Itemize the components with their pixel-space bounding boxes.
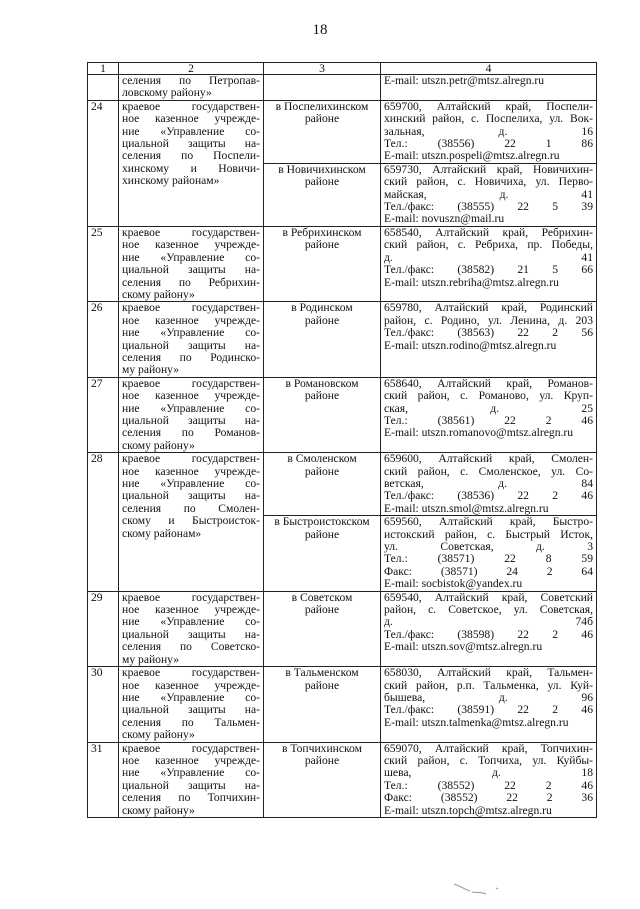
contact-address <box>381 516 597 591</box>
text-line: селения по Петропав- <box>122 75 260 87</box>
text-line: ский район, с. Новичиха, ул. Перво- <box>384 176 593 189</box>
text-line: ное казенное учрежде- <box>122 754 260 767</box>
text-line: хинскому районам» <box>122 175 220 188</box>
text-line: селения по Поспели- <box>122 150 260 163</box>
text-line: ский район, с. Романово, ул. Круп- <box>384 390 593 403</box>
text-line: селения по Советско- <box>122 641 260 654</box>
text-line: му району» <box>122 653 180 666</box>
text-line: ский район, р.п. Тальменка, ул. Куй- <box>384 679 593 692</box>
text-line: му району» <box>122 364 180 377</box>
contact-address <box>381 302 597 377</box>
text-line: Тел.: (38571) 22 8 59 <box>384 553 593 566</box>
district-name <box>264 100 381 163</box>
text-line: Тел./факс: (38598) 22 2 46 <box>384 628 593 641</box>
text-line: краевое государствен- <box>122 453 260 466</box>
text-line: скому и Быстроисток- <box>122 515 260 528</box>
text-line: районе <box>304 239 340 252</box>
text-line: краевое государствен- <box>122 667 260 680</box>
district-name <box>264 667 381 742</box>
text-line: циальной защиты на- <box>122 779 260 792</box>
text-line: E-mail: utszn.petr@mtsz.alregn.ru <box>384 75 545 87</box>
pen-mark-scribble <box>452 880 512 896</box>
organization-name <box>119 302 264 377</box>
contact-address <box>381 377 597 452</box>
text-line: скому району» <box>122 804 195 817</box>
text-line: E-mail: utszn.rebriha@mtsz.alregn.ru <box>384 276 559 289</box>
text-line: краевое государствен- <box>122 226 260 239</box>
text-line: 658030, Алтайский край, Тальмен- <box>384 667 593 680</box>
organization-name <box>119 226 264 301</box>
column-header-1: 1 <box>88 63 119 75</box>
contact-address <box>381 667 597 742</box>
text-line: 659540, Алтайский край, Советский <box>384 591 593 604</box>
text-line: краевое государствен- <box>122 742 260 755</box>
text-line: ловскому району» <box>122 87 212 100</box>
table-row <box>88 453 597 516</box>
text-line: Тел.: (38556) 22 1 86 <box>384 138 593 151</box>
row-number: 30 <box>88 667 119 742</box>
text-line: ул. Советская, д. 3 <box>384 541 593 554</box>
text-line: район, с. Советское, ул. Советская, <box>384 604 593 617</box>
text-line: в Тальменском <box>285 667 359 680</box>
text-line: E-mail: utszn.pospeli@mtsz.alregn.ru <box>384 150 560 163</box>
row-number <box>88 75 119 101</box>
text-line: Тел./факс: (38563) 22 2 56 <box>384 327 593 340</box>
text-line: скому району» <box>122 288 195 301</box>
text-line: зальная, д. 16 <box>384 125 593 138</box>
table-header-row <box>88 63 597 75</box>
text-line: Факс: (38571) 24 2 64 <box>384 565 593 578</box>
row-number: 27 <box>88 377 119 452</box>
institutions-table <box>87 62 597 818</box>
text-line: селения по Ребрихин- <box>122 276 260 289</box>
text-line: в Родинском <box>291 302 353 315</box>
text-line: районе <box>304 465 340 478</box>
text-line: хинскому и Новичи- <box>122 162 260 175</box>
text-line: скому районам» <box>122 527 202 540</box>
text-line: ние «Управление со- <box>122 251 260 264</box>
text-line: ская, д. 25 <box>384 402 593 415</box>
text-line: циальной защиты на- <box>122 339 260 352</box>
district-name <box>264 163 381 226</box>
text-line: шева, д. 18 <box>384 767 593 780</box>
text-line: в Новичихинском <box>278 163 366 176</box>
text-line: районе <box>304 176 340 189</box>
text-line: в Поспелихинском <box>275 100 369 113</box>
organization-name <box>119 742 264 817</box>
table-body <box>88 75 597 818</box>
text-line: районе <box>304 679 340 692</box>
organization-name <box>119 453 264 591</box>
table-row <box>88 226 597 301</box>
text-line: краевое государствен- <box>122 100 260 113</box>
text-line: E-mail: novuszn@mail.ru <box>384 213 505 226</box>
text-line: районе <box>304 314 340 327</box>
text-line: д. 41 <box>384 251 593 264</box>
text-line: E-mail: utszn.romanovo@mtsz.alregn.ru <box>384 427 574 440</box>
text-line: Тел.: (38552) 22 2 46 <box>384 779 593 792</box>
text-line: циальной защиты на- <box>122 704 260 717</box>
text-line: E-mail: socbistok@yandex.ru <box>384 578 523 591</box>
text-line: Факс: (38552) 22 2 36 <box>384 792 593 805</box>
text-line: ние «Управление со- <box>122 125 260 138</box>
district-name <box>264 75 381 101</box>
row-number: 31 <box>88 742 119 817</box>
row-number: 29 <box>88 591 119 666</box>
text-line: 659700, Алтайский край, Поспели- <box>384 100 593 113</box>
row-number: 28 <box>88 453 119 591</box>
text-line: Тел./факс: (38582) 21 5 66 <box>384 264 593 277</box>
text-line: 659070, Алтайский край, Топчихин- <box>384 742 593 755</box>
district-name <box>264 742 381 817</box>
row-number: 24 <box>88 100 119 226</box>
text-line: ное казенное учрежде- <box>122 604 260 617</box>
text-line: краевое государствен- <box>122 377 260 390</box>
text-line: циальной защиты на- <box>122 628 260 641</box>
text-line: ский район, с. Топчиха, ул. Куйбы- <box>384 754 593 767</box>
text-line: краевое государствен- <box>122 302 260 315</box>
text-line: ное казенное учрежде- <box>122 113 260 126</box>
contact-address <box>381 453 597 516</box>
text-line: ние «Управление со- <box>122 616 260 629</box>
text-line: ние «Управление со- <box>122 691 260 704</box>
text-line: район, с. Родино, ул. Ленина, д. 203 <box>384 314 593 327</box>
district-name <box>264 591 381 666</box>
organization-name <box>119 100 264 226</box>
text-line: ние «Управление со- <box>122 402 260 415</box>
text-line: E-mail: utszn.topch@mtsz.alregn.ru <box>384 804 552 817</box>
organization-name <box>119 667 264 742</box>
text-line: селения по Смолен- <box>122 502 260 515</box>
text-line: ветская, д. 84 <box>384 478 593 490</box>
page-number: 18 <box>312 22 328 38</box>
organization-name <box>119 75 264 101</box>
contact-address <box>381 226 597 301</box>
text-line: в Романовском <box>285 377 359 390</box>
text-line: селения по Родинско- <box>122 351 260 364</box>
text-line: 659600, Алтайский край, Смолен- <box>384 453 593 466</box>
text-line: циальной защиты на- <box>122 490 260 503</box>
text-line: районе <box>304 754 340 767</box>
district-name <box>264 377 381 452</box>
table-row <box>88 100 597 163</box>
text-line: в Ребрихинском <box>282 226 362 239</box>
contact-address <box>381 163 597 226</box>
column-header-4: 4 <box>381 63 597 75</box>
contact-address <box>381 591 597 666</box>
text-line: хинский район, с. Поспелиха, ул. Вок- <box>384 113 593 126</box>
text-line: 659560, Алтайский край, Быстро- <box>384 516 593 529</box>
text-line: районе <box>304 528 340 541</box>
text-line: бышева, д. 96 <box>384 691 593 704</box>
text-line: районе <box>304 113 340 126</box>
text-line: в Быстроистокском <box>274 516 370 529</box>
table-row <box>88 667 597 742</box>
text-line: селения по Тальмен- <box>122 716 260 729</box>
text-line: ное казенное учрежде- <box>122 314 260 327</box>
text-line: краевое государствен- <box>122 591 260 604</box>
district-name <box>264 516 381 591</box>
text-line: E-mail: utszn.talmenka@mtsz.alregn.ru <box>384 716 569 729</box>
text-line: ние «Управление со- <box>122 327 260 340</box>
row-number: 26 <box>88 302 119 377</box>
text-line: E-mail: utszn.smol@mtsz.alregn.ru <box>384 502 549 515</box>
text-line: ное казенное учрежде- <box>122 239 260 252</box>
text-line: Тел.: (38561) 22 2 46 <box>384 414 593 427</box>
text-line: циальной защиты на- <box>122 138 260 151</box>
text-line: в Смоленском <box>287 453 357 466</box>
text-line: Тел./факс: (38536) 22 2 46 <box>384 490 593 503</box>
contact-address <box>381 100 597 163</box>
text-line: ние «Управление со- <box>122 767 260 780</box>
text-line: майская, д. 41 <box>384 188 593 201</box>
district-name <box>264 302 381 377</box>
table-row <box>88 591 597 666</box>
text-line: селения по Романов- <box>122 427 260 440</box>
contact-address <box>381 75 597 101</box>
text-line: ное казенное учрежде- <box>122 679 260 692</box>
column-header-3: 3 <box>264 63 381 75</box>
text-line: истокский район, с. Быстрый Исток, <box>384 528 593 541</box>
row-number: 25 <box>88 226 119 301</box>
text-line: ский район, с. Ребриха, пр. Победы, <box>384 239 593 252</box>
column-header-2: 2 <box>119 63 264 75</box>
text-line: 658540, Алтайский край, Ребрихин- <box>384 226 593 239</box>
text-line: циальной защиты на- <box>122 264 260 277</box>
text-line: скому району» <box>122 729 195 742</box>
table-row <box>88 302 597 377</box>
table-row <box>88 75 597 101</box>
text-line: в Советском <box>291 591 353 604</box>
table-row <box>88 742 597 817</box>
text-line: в Топчихинском <box>282 742 362 755</box>
text-line: ский район, с. Смоленское, ул. Со- <box>384 465 593 478</box>
contact-address <box>381 742 597 817</box>
text-line: ное казенное учрежде- <box>122 390 260 403</box>
text-line: Тел./факс: (38591) 22 2 46 <box>384 704 593 717</box>
text-line: скому району» <box>122 439 195 452</box>
text-line: ное казенное учрежде- <box>122 465 260 478</box>
organization-name <box>119 377 264 452</box>
text-line: селения по Топчихин- <box>122 792 260 805</box>
text-line: районе <box>304 604 340 617</box>
text-line: 659780, Алтайский край, Родинский <box>384 302 593 315</box>
district-name <box>264 226 381 301</box>
text-line: 659730, Алтайский край, Новичихин- <box>384 163 593 176</box>
text-line: ние «Управление со- <box>122 478 260 490</box>
text-line: циальной защиты на- <box>122 414 260 427</box>
organization-name <box>119 591 264 666</box>
table-row <box>88 377 597 452</box>
text-line: Тел./факс: (38555) 22 5 39 <box>384 201 593 214</box>
text-line: районе <box>304 390 340 403</box>
text-line: д. 74б <box>384 616 593 629</box>
district-name <box>264 453 381 516</box>
text-line: E-mail: utszn.sov@mtsz.alregn.ru <box>384 641 543 654</box>
text-line: E-mail: utszn.rodino@mtsz.alregn.ru <box>384 339 557 352</box>
text-line: 658640, Алтайский край, Романов- <box>384 377 593 390</box>
